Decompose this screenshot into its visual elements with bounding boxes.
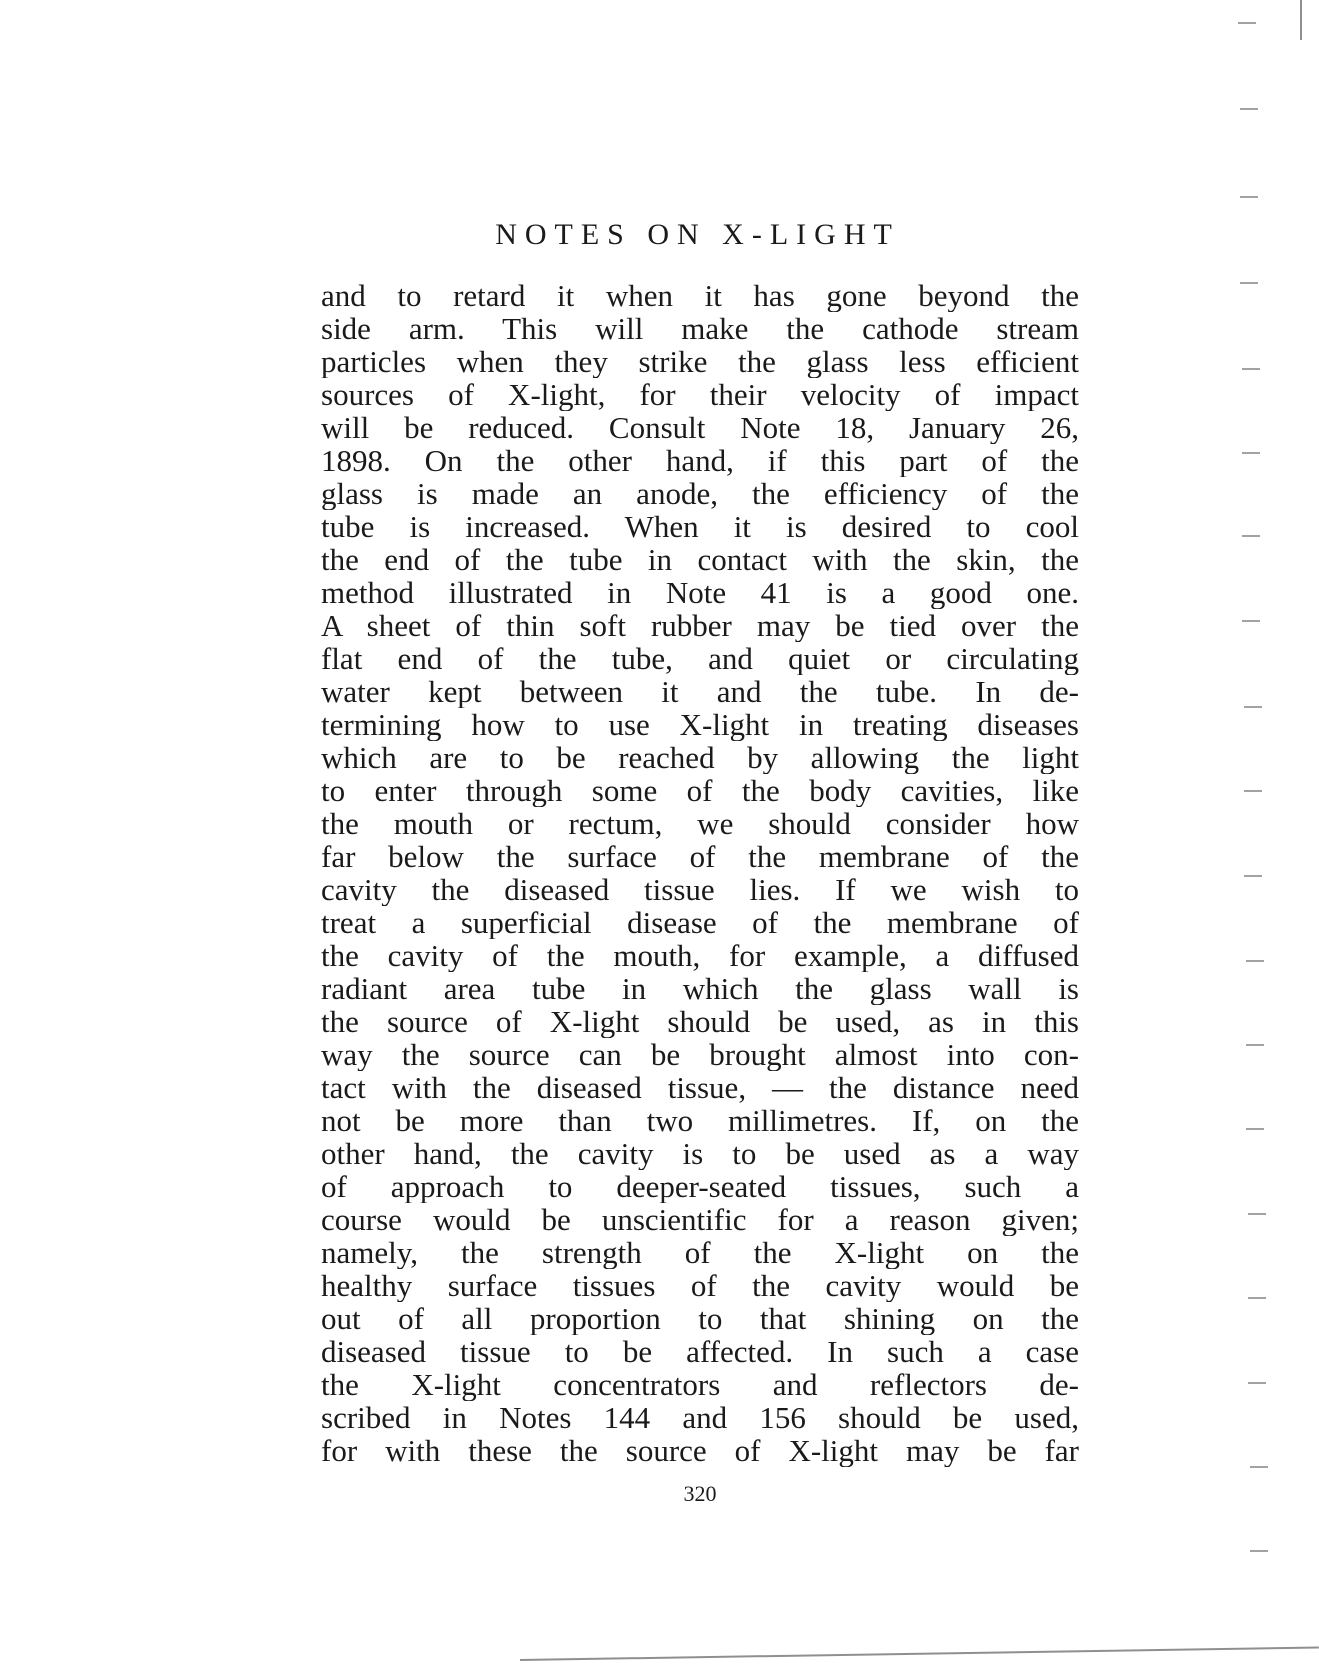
text-line: healthy surface tissues of the cavity would be: [321, 1269, 1079, 1302]
body-text: [321, 279, 1079, 1467]
scan-tick-mark: [1246, 1044, 1264, 1046]
scan-tick-mark: [1248, 1213, 1266, 1215]
text-line: flat end of the tube, and quiet or circulating: [321, 642, 1079, 675]
scan-tick-mark: [1242, 452, 1260, 454]
scan-edge-line: [1300, 0, 1302, 40]
scan-tick-mark: [1242, 535, 1260, 537]
scan-tick-mark: [1246, 960, 1264, 962]
scan-tick-mark: [1242, 620, 1260, 622]
text-line: course would be unscientific for a reason given;: [321, 1203, 1079, 1236]
scan-tick-mark: [1250, 1550, 1268, 1552]
text-line: method illustrated in Note 41 is a good one.: [321, 576, 1079, 609]
text-line: diseased tissue to be affected. In such a case: [321, 1335, 1079, 1368]
text-line: the mouth or rectum, we should consider how: [321, 807, 1079, 840]
text-line: out of all proportion to that shining on the: [321, 1302, 1079, 1335]
text-line: 1898. On the other hand, if this part of the: [321, 444, 1079, 477]
scan-tick-mark: [1244, 790, 1262, 792]
scan-tick-mark: [1242, 368, 1260, 370]
text-line: termining how to use X-light in treating diseases: [321, 708, 1079, 741]
text-line: water kept between it and the tube. In de-: [321, 675, 1079, 708]
running-head: NOTES ON X-LIGHT: [495, 218, 900, 251]
text-line: the cavity of the mouth, for example, a diffused: [321, 939, 1079, 972]
text-line: tact with the diseased tissue, — the distance need: [321, 1071, 1079, 1104]
text-line: glass is made an anode, the efficiency of the: [321, 477, 1079, 510]
text-line: cavity the diseased tissue lies. If we wish to: [321, 873, 1079, 906]
scan-tick-mark: [1248, 1297, 1266, 1299]
text-line: sources of X-light, for their velocity of impact: [321, 378, 1079, 411]
text-line: and to retard it when it has gone beyond the: [321, 279, 1079, 312]
scan-tick-mark: [1240, 282, 1258, 284]
text-line: the end of the tube in contact with the skin, the: [321, 543, 1079, 576]
text-line: scribed in Notes 144 and 156 should be used,: [321, 1401, 1079, 1434]
text-line: treat a superficial disease of the membrane of: [321, 906, 1079, 939]
text-line: which are to be reached by allowing the light: [321, 741, 1079, 774]
scan-tick-mark: [1238, 22, 1256, 24]
text-line: other hand, the cavity is to be used as a way: [321, 1137, 1079, 1170]
text-line: tube is increased. When it is desired to cool: [321, 510, 1079, 543]
text-line: to enter through some of the body cavities, like: [321, 774, 1079, 807]
text-line: of approach to deeper-seated tissues, such a: [321, 1170, 1079, 1203]
scan-tick-mark: [1248, 1382, 1266, 1384]
text-line: far below the surface of the membrane of the: [321, 840, 1079, 873]
scan-tick-mark: [1246, 1128, 1264, 1130]
page-number: 320: [683, 1481, 717, 1506]
scan-tick-mark: [1244, 706, 1262, 708]
text-line: not be more than two millimetres. If, on the: [321, 1104, 1079, 1137]
scan-tick-mark: [1250, 1466, 1268, 1468]
text-line: namely, the strength of the X-light on the: [321, 1236, 1079, 1269]
text-line: will be reduced. Consult Note 18, January 26,: [321, 411, 1079, 444]
text-line: way the source can be brought almost into con-: [321, 1038, 1079, 1071]
scan-tick-mark: [1244, 875, 1262, 877]
text-line: the source of X-light should be used, as in this: [321, 1005, 1079, 1038]
text-line: the X-light concentrators and reflectors de-: [321, 1368, 1079, 1401]
scan-tick-mark: [1240, 108, 1258, 110]
scan-edge-line: [520, 1646, 1319, 1660]
text-line: particles when they strike the glass less efficient: [321, 345, 1079, 378]
text-line: side arm. This will make the cathode stream: [321, 312, 1079, 345]
text-line: radiant area tube in which the glass wall is: [321, 972, 1079, 1005]
text-line: for with these the source of X-light may be far: [321, 1434, 1079, 1467]
text-line: A sheet of thin soft rubber may be tied over the: [321, 609, 1079, 642]
scan-tick-mark: [1240, 196, 1258, 198]
